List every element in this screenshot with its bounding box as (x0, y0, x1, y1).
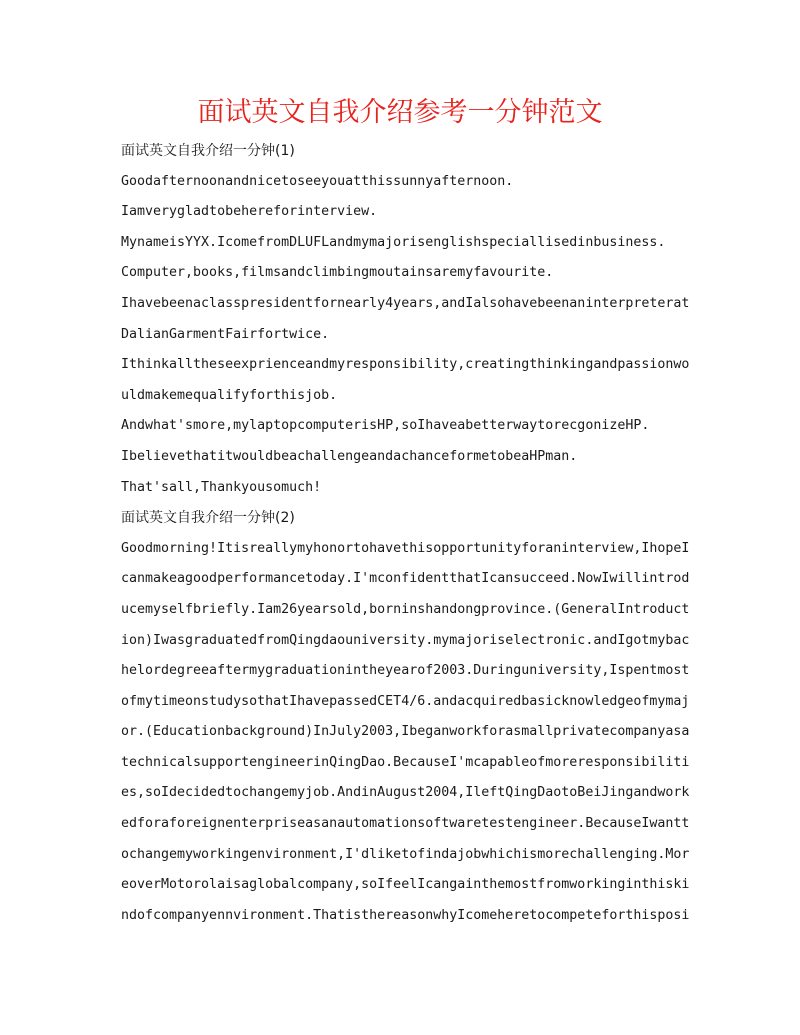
body-line: ion)IwasgraduatedfromQingdaouniversity.mymajoriselectronic.andIgotmybac (121, 632, 690, 648)
body-line: IbelievethatitwouldbeachallengeandachanceformetobeaHPman. (121, 448, 578, 464)
body-line: ndofcompanyennvironment.ThatisthereasonwhyIcomeheretocompeteforthisposi (121, 907, 690, 923)
document-body (121, 136, 690, 931)
section-heading: 面试英文自我介绍一分钟(1) (121, 143, 295, 159)
body-line: edforaforeignenterpriseasanautomationsoftwaretestengineer.BecauseIwantt (121, 816, 690, 832)
body-line: Ithinkalltheseexprienceandmyresponsibility,creatingthinkingandpassionwo (121, 357, 690, 373)
body-line: canmakeagoodperformancetoday.I'mconfidentthatIcansucceed.NowIwillintrod (121, 571, 690, 587)
body-line: DalianGarmentFairfortwice. (121, 326, 330, 342)
body-line: eoverMotorolaisaglobalcompany,soIfeelIcangainthemostfromworkinginthiski (121, 877, 690, 893)
body-line: That'sall,Thankyousomuch! (121, 479, 322, 495)
body-line: es,soIdecidedtochangemyjob.AndinAugust2004,IleftQingDaotoBeiJingandwork (121, 785, 690, 801)
body-line: technicalsupportengineerinQingDao.BecauseI'mcapableofmoreresponsibiliti (121, 754, 690, 770)
body-line: Iamverygladtobehereforinterview. (121, 204, 378, 220)
body-line: ofmytimeonstudysothatIhavepassedCET4/6.andacquiredbasicknowledgeofmymaj (121, 693, 690, 709)
body-line: Goodmorning!Itisreallymyhonortohavethisopportunityforaninterview,IhopeI (121, 540, 690, 556)
document-title: 面试英文自我介绍参考一分钟范文 (197, 97, 603, 128)
body-line: helordegreeaftermygraduationintheyearof2003.Duringuniversity,Ispentmost (121, 663, 690, 679)
body-line: or.(Educationbackground)InJuly2003,Ibeganworkforasmallprivatecompanyasa (121, 724, 690, 740)
body-line: Ihavebeenaclasspresidentfornearly4years,andIalsohavebeenaninterpreterat (121, 295, 690, 311)
body-line: ochangemyworkingenvironment,I'dliketofindajobwhichismorechallenging.Mor (121, 846, 690, 862)
body-line: ucemyselfbriefly.Iam26yearsold,borninshandongprovince.(GeneralIntroduct (121, 601, 690, 617)
body-line: Andwhat'smore,mylaptopcomputerisHP,soIhaveabetterwaytorecgonizeHP. (121, 418, 650, 434)
body-line: Computer,books,filmsandclimbingmoutainsaremyfavourite. (121, 265, 554, 281)
body-line: Goodafternoonandnicetoseeyouatthissunnyafternoon. (121, 173, 514, 189)
body-line: uldmakemequalifyforthisjob. (121, 387, 338, 403)
section-heading: 面试英文自我介绍一分钟(2) (121, 510, 295, 527)
body-line: MynameisYYX.IcomefromDLUFLandmymajorisenglishspeciallisedinbusiness. (121, 234, 666, 250)
